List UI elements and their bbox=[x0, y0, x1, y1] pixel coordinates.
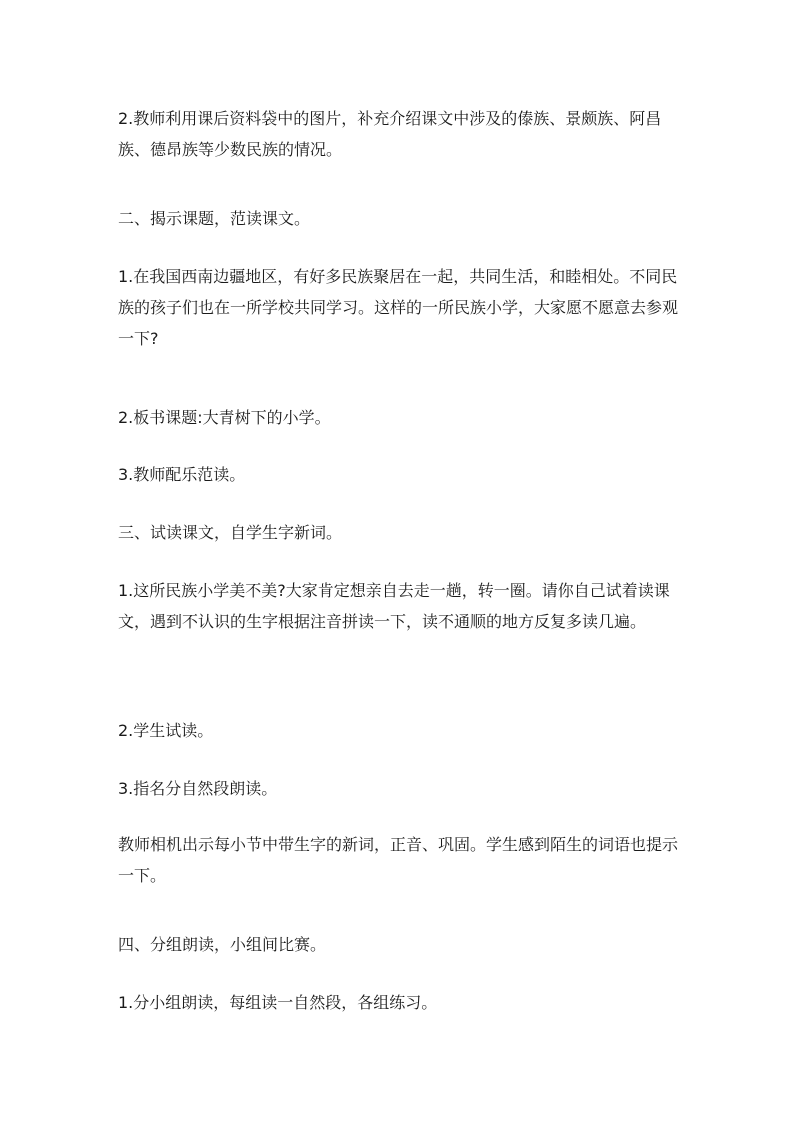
paragraph-10: 教师相机出示每小节中带生字的新词，正音、巩固。学生感到陌生的词语也提示一下。 bbox=[118, 835, 679, 885]
paragraph-5: 3.教师配乐范读。 bbox=[118, 465, 246, 484]
section-heading-4: 四、分组朗读，小组间比赛。 bbox=[118, 935, 327, 954]
paragraph-9: 3.指名分自然段朗读。 bbox=[118, 779, 278, 798]
paragraph-1: 2.教师利用课后资料袋中的图片，补充介绍课文中涉及的傣族、景颇族、阿昌族、德昂族等少数民族的情况。 bbox=[118, 109, 662, 159]
section-heading-2: 二、揭示课题，范读课文。 bbox=[118, 209, 311, 228]
paragraph-7: 1.这所民族小学美不美?大家肯定想亲自去走一趟，转一圈。请你自己试着读课文，遇到不认识的生字根据注音拼读一下，读不通顺的地方反复多读几遍。 bbox=[118, 581, 670, 631]
paragraph-4: 2.板书课题:大青树下的小学。 bbox=[118, 408, 331, 427]
paragraph-12: 1.分小组朗读，每组读一自然段，各组练习。 bbox=[118, 993, 438, 1012]
paragraph-3: 1.在我国西南边疆地区，有好多民族聚居在一起，共同生活，和睦相处。不同民族的孩子们也在一所学校共同学习。这样的一所民族小学，大家愿不愿意去参观一下? bbox=[118, 267, 679, 348]
paragraph-8: 2.学生试读。 bbox=[118, 721, 214, 740]
section-heading-3: 三、试读课文，自学生字新词。 bbox=[118, 523, 343, 542]
